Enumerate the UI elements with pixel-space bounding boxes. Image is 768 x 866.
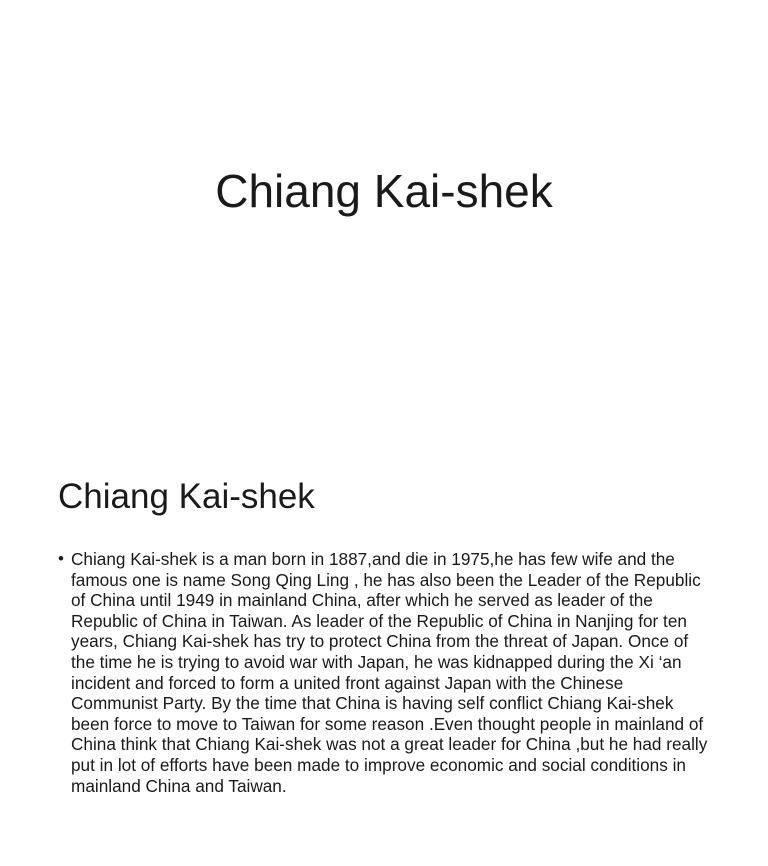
- bullet-marker: •: [58, 549, 64, 568]
- slide-title: Chiang Kai-shek: [215, 165, 553, 217]
- bullet-text: Chiang Kai-shek is a man born in 1887,and die in 1975,he has few wife and the famous one is name Song Qing Ling , he has also been the Leader of the Republic of China until 1949 in mainland China, after which he served as leader of the Republic of China in Taiwan. As leader of the Republic of China in Nanjing for ten years, Chiang Kai-shek has try to protect China from the threat of Japan. Once of the time he is trying to avoid war with Japan, he was kidnapped during the Xi ‘an incident and forced to form a united front against Japan with the Chinese Communist Party. By the time that China is having self conflict Chiang Kai-shek been force to move to Taiwan for some reason .Even thought people in mainland of China think that Chiang Kai-shek was not a great leader for China ,but he had really put in lot of efforts have been made to improve economic and social conditions in mainland China and Taiwan.: [71, 549, 708, 796]
- bullet-list: [58, 549, 713, 796]
- bullet-item: [58, 549, 713, 796]
- section-heading: Chiang Kai-shek: [58, 477, 315, 516]
